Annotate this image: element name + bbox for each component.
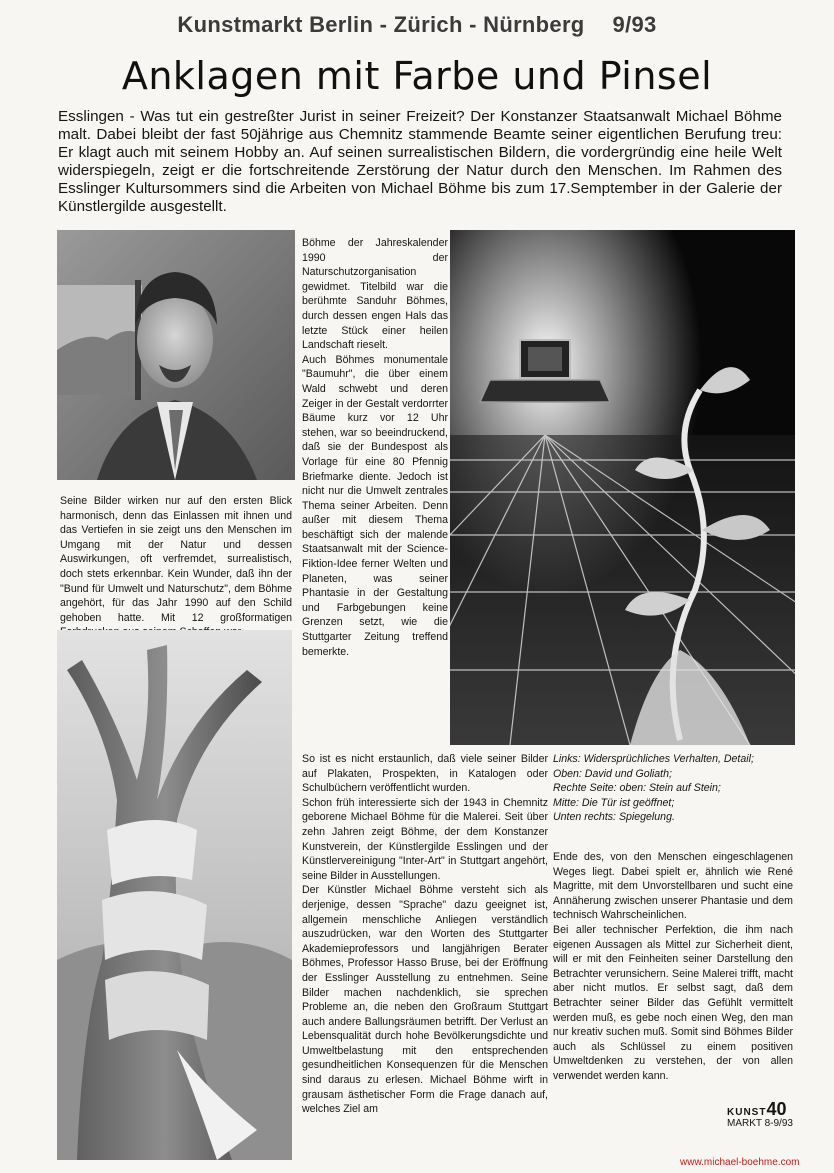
- image-captions: [553, 752, 793, 825]
- sprout-painting-image: [450, 230, 795, 745]
- website-link[interactable]: www.michael-boehme.com: [680, 1157, 800, 1168]
- caption-line: Rechte Seite: oben: Stein auf Stein;: [553, 782, 721, 795]
- lower-paragraph: Schon früh interessierte sich der 1943 in Chemnitz geborene Michael Böhme für die Malerei. Seit über zehn Jahren zeigt Böhme, der dem Konstanzer Kunstverein, der Künstlergilde Esslingen und der Künstlervereinigung "Inter-Art" in Stuttgart angehört, seine Bilder in Ausstellungen.: [302, 796, 548, 882]
- masthead: [0, 12, 834, 38]
- right-column-text: [553, 850, 793, 1084]
- lower-middle-column-text: [302, 752, 548, 1117]
- caption-line: Oben: David und Goliath;: [553, 767, 672, 780]
- page-footer: [727, 1099, 793, 1129]
- lower-paragraph: Der Künstler Michael Böhme versteht sich als derjenige, dessen "Sprache" dazu geeignet ist, allgemein menschliche Anliegen verständlich auszudrücken, war den Worten des Stuttgarter Akademieprofessors und langjährigen Berater Böhmes, Professor Hasso Bruse, bei der Eröffnung der Esslinger Ausstellung zu entnehmen. Seine Bilder machen nachdenklich, sie sprechen Probleme an, die neben den Großraum Stuttgart auch andere Ballungsräumen betrifft. Der Verlust an Lebensqualität durch hohe Bevölkerungsdichte und Umweltbelastung mit den entsprechenden gesundheitlichen Konsequenzen für die Menschen sind daraus zu erlesen. Michael Böhme wirft in grausam ästhetischer Form die Frage danach auf, welches Ziel am: [302, 884, 548, 1116]
- tree-painting-image: [57, 630, 292, 1160]
- middle-paragraph: Böhme der Jahreskalender 1990 der Naturschutzorganisation gewidmet. Titelbild war die berühmte Sanduhr Böhmes, durch dessen engen Hals das letzte Stück einer heilen Landschaft rieselt.: [302, 237, 448, 352]
- portrait-photo: [57, 230, 295, 480]
- right-paragraph: Bei aller technischer Perfektion, die ihm nach eigenen Aussagen als Mittel zur Sicherheit dient, will er mit den Feinheiten seiner Darstellung den Betrachter verunsichern. Seine Malerei trifft, macht aber nicht mutlos. Er selbst sagt, daß dem Betrachter seiner Bilder das Gefühlt vermittelt werden muß, es gebe noch einen Weg, den man nur kreativ suchen muß. Somit sind Böhmes Bilder auch als Schlüssel zu einem positiven Umweltdenken zu verstehen, der von allen verwendet werden kann.: [553, 923, 793, 1082]
- page-number: 40: [766, 1099, 787, 1119]
- middle-paragraph: Auch Böhmes monumentale "Baumuhr", die über einem Wald schwebt und deren Zeiger in der Gestalt verdorrter Bäume kurz vor 12 Uhr stehen, war so beeindruckend, daß sie der Bundespost als Vorlage für eine 80 Pfennig Briefmarke diente. Jedoch ist nicht nur die Umwelt zentrales Thema seiner Arbeiten. Denn außer mit diesem Thema beschäftigt sich der malende Staatsanwalt mit der Science-Fiktion-Idee ferner Welten und Planeten, was seiner Phantasie in der Gestaltung und Farbgebungen keine Grenzen setzt, wie die Stuttgarter Zeitung treffend bemerkte.: [302, 353, 448, 658]
- caption-line: Unten rechts: Spiegelung.: [553, 811, 675, 824]
- footer-markt: MARKT 8-9/93: [727, 1118, 793, 1129]
- masthead-issue: 9/93: [612, 12, 657, 37]
- lower-paragraph: So ist es nicht erstaunlich, daß viele seiner Bilder auf Plakaten, Prospekten, in Katalogen oder Schulbüchern veröffentlicht wurden.: [302, 753, 548, 795]
- headline: Anklagen mit Farbe und Pinsel: [121, 54, 713, 98]
- middle-column-text: [302, 236, 448, 659]
- lead-paragraph: Esslingen - Was tut ein gestreßter Jurist in seiner Freizeit? Der Konstanzer Staatsanwalt Michael Böhme malt. Dabei bleibt der fast 50jährige aus Chemnitz stammende Beamte seiner eigentlichen Berufung treu: Er klagt auch mit seinem Hobby an. Auf seinen surrealistischen Bildern, die vordergründig eine heile Welt widerspiegeln, zeigt er die fortschreitende Zerstörung der Natur durch den Menschen. Im Rahmen des Esslinger Kultursommers sind die Arbeiten von Michael Böhme bis zum 17.Semptember in der Galerie der Künstlergilde ausgestellt.: [58, 108, 782, 215]
- caption-line: Mitte: Die Tür ist geöffnet;: [553, 796, 675, 809]
- footer-kunst: KUNST: [727, 1107, 767, 1118]
- left-column-text: Seine Bilder wirken nur auf den ersten Blick harmonisch, denn das Einlassen mit ihnen und das Vertiefen in sie zeigt uns den Menschen im Umgang mit der Natur und dessen Auswirkungen, oft verfremdet, surrealistisch, doch stets erkennbar. Kein Wunder, daß ihn der "Bund für Umwelt und Naturschutz", dem Böhme angehört, für das Jahr 1990 auf den Schild gehoben hatte. Mit 12 großformatigen: [60, 495, 292, 624]
- caption-line: Links: Widersprüchliches Verhalten, Detail;: [553, 753, 754, 765]
- right-paragraph: Ende des, von den Menschen eingeschlagenen Weges liegt. Dabei spielt er, ähnlich wie René Magritte, mit dem Unvorstellbaren und sucht eine Annäherung zwischen unserer Phantasie und dem technisch Wahrscheinlichen.: [553, 851, 793, 922]
- masthead-title: Kunstmarkt Berlin - Zürich - Nürnberg: [177, 12, 585, 37]
